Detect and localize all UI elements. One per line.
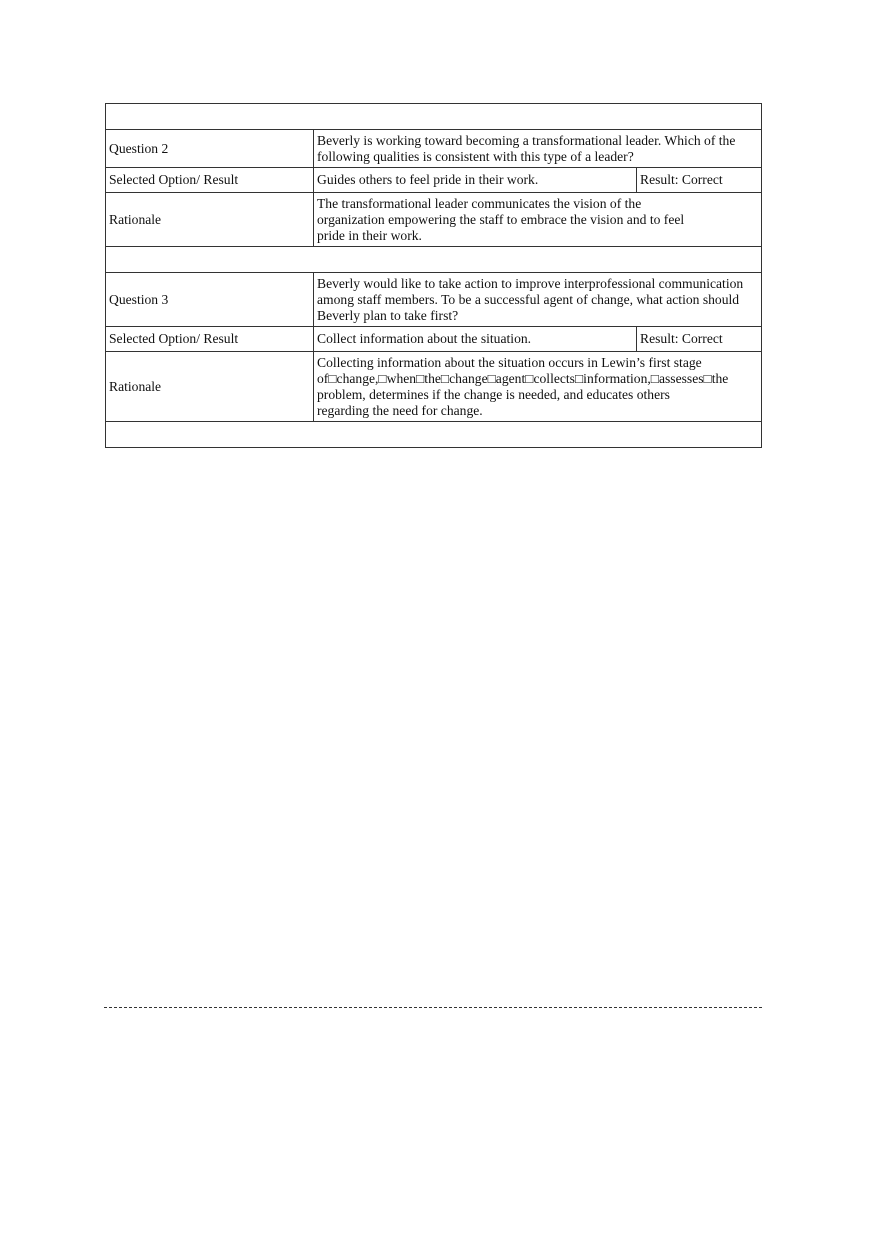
- rationale-label: Rationale: [106, 193, 314, 247]
- question-text: Beverly is working toward becoming a transformational leader. Which of the following qualities is consistent with this type of a leader?: [317, 132, 736, 164]
- page-break-divider: [104, 1007, 762, 1008]
- rationale-line: Collecting information about the situation occurs in Lewin’s first stage: [317, 354, 702, 370]
- rationale-text: [314, 193, 762, 247]
- spacer-cell: [106, 422, 762, 448]
- spacer-row: [106, 422, 762, 448]
- rationale-text: [314, 352, 762, 422]
- spacer-row: [106, 104, 762, 130]
- question-row: [106, 130, 762, 168]
- rationale-line: problem, determines if the change is needed, and educates others: [317, 386, 670, 402]
- question-review-table: [105, 103, 762, 448]
- selected-option-label: Selected Option/ Result: [106, 168, 314, 193]
- question-text-cell: [314, 273, 762, 327]
- rationale-row: [106, 352, 762, 422]
- selected-option-value: Guides others to feel pride in their work.: [314, 168, 637, 193]
- question-label: Question 2: [106, 130, 314, 168]
- rationale-row: [106, 193, 762, 247]
- selected-option-row: [106, 168, 762, 193]
- spacer-row: [106, 247, 762, 273]
- question-row: [106, 273, 762, 327]
- rationale-line: The transformational leader communicates the vision of the: [317, 195, 642, 211]
- rationale-line: of□change,□when□the□change□agent□collects□information,□assesses□the: [317, 370, 729, 386]
- question-text: Beverly would like to take action to improve interprofessional communication among staff members. To be a successful agent of change, what action should Beverly plan to take first?: [317, 275, 744, 323]
- rationale-line: organization empowering the staff to embrace the vision and to feel: [317, 211, 685, 227]
- spacer-cell: [106, 104, 762, 130]
- rationale-line: pride in their work.: [317, 227, 422, 243]
- selected-option-value: Collect information about the situation.: [314, 327, 637, 352]
- selected-option-label: Selected Option/ Result: [106, 327, 314, 352]
- spacer-cell: [106, 247, 762, 273]
- rationale-line: regarding the need for change.: [317, 402, 483, 418]
- question-label: Question 3: [106, 273, 314, 327]
- question-text-cell: [314, 130, 762, 168]
- selected-option-row: [106, 327, 762, 352]
- rationale-label: Rationale: [106, 352, 314, 422]
- result-value: Result: Correct: [637, 168, 762, 193]
- result-value: Result: Correct: [637, 327, 762, 352]
